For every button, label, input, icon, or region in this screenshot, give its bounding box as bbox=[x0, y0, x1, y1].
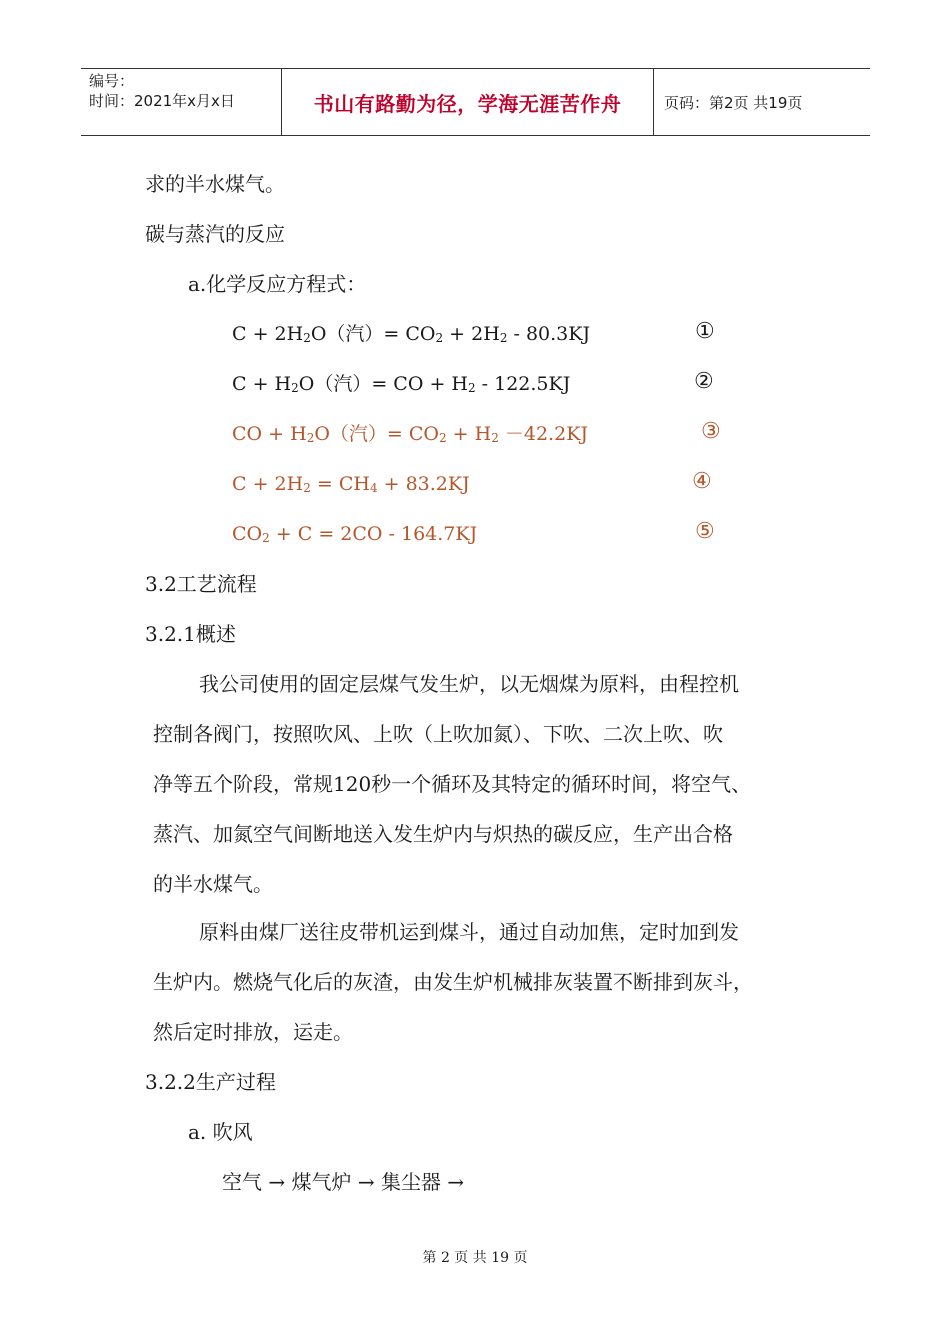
paragraph-line: 蒸汽、加氮空气间断地送入发生炉内与炽热的碳反应，生产出合格 bbox=[153, 822, 733, 846]
equation-1: $C + 2H_2O$（汽）= $CO_2 + 2H_2 - 80.3KJ$ ① bbox=[232, 319, 715, 345]
paragraph-line: 我公司使用的固定层煤气发生炉，以无烟煤为原料，由程控机 bbox=[199, 672, 739, 696]
subheading: a.化学反应方程式： bbox=[188, 272, 367, 296]
page-header bbox=[81, 68, 870, 136]
header-motto: 书山有路勤为径，学海无涯苦作舟 bbox=[282, 69, 654, 135]
flow-line: 空气 → 煤气炉 → 集尘器 → bbox=[222, 1170, 465, 1194]
equation-number: ④ bbox=[692, 469, 712, 494]
list-item: a. 吹风 bbox=[188, 1120, 253, 1144]
paragraph-line: 原料由煤厂送往皮带机运到煤斗，通过自动加焦，定时加到发 bbox=[199, 920, 739, 944]
equation-3: CO + $H_2O$（汽）= $CO_2 + H_2 -42.2KJ$ ③ bbox=[232, 419, 721, 445]
time-label: 时间：2021年x月x日 bbox=[89, 92, 235, 110]
paragraph-line: 的半水煤气。 bbox=[153, 872, 273, 896]
paragraph-line: 然后定时排放，运走。 bbox=[153, 1020, 353, 1044]
section-heading: 3.2.1概述 bbox=[145, 622, 236, 646]
equation-5: $CO_2 + C = 2CO - 164.7KJ$ ⑤ bbox=[232, 519, 715, 545]
header-page-info: 页码：第2页 共19页 bbox=[664, 93, 803, 112]
section-heading: 3.2工艺流程 bbox=[145, 572, 257, 596]
number-label: 编号： bbox=[89, 72, 135, 90]
page-footer: 第 2 页 共 19 页 bbox=[422, 1250, 528, 1266]
header-meta bbox=[81, 69, 282, 135]
text-line: 求的半水煤气。 bbox=[145, 172, 285, 196]
equation-2: $C + H_2O$（汽）= CO + $H_2 - 122.5KJ$ ② bbox=[232, 369, 714, 395]
section-heading: 3.2.2生产过程 bbox=[145, 1070, 276, 1094]
equation-number: ② bbox=[694, 369, 714, 394]
paragraph-line: 控制各阀门，按照吹风、上吹（上吹加氮）、下吹、二次上吹、吹 bbox=[153, 722, 723, 746]
equation-number: ① bbox=[695, 319, 715, 344]
equation-4: $C + 2H_2 = CH_4 + 83.2KJ$ ④ bbox=[232, 469, 712, 495]
equation-number: ⑤ bbox=[695, 519, 715, 544]
paragraph-line: 净等五个阶段，常规120秒一个循环及其特定的循环时间，将空气、 bbox=[153, 772, 752, 796]
paragraph-line: 生炉内。燃烧气化后的灰渣，由发生炉机械排灰装置不断排到灰斗， bbox=[153, 970, 753, 994]
section-heading: 碳与蒸汽的反应 bbox=[145, 222, 285, 246]
equation-number: ③ bbox=[701, 419, 721, 444]
